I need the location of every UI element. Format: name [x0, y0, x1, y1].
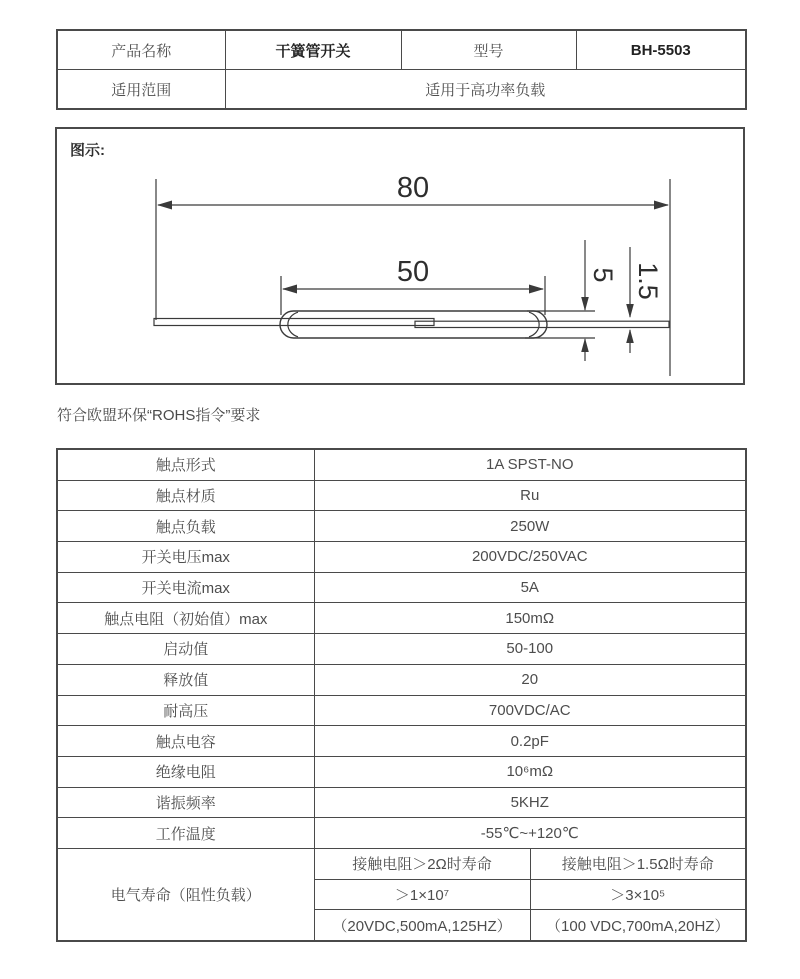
- life-col2-condition: （100 VDC,700mA,20HZ）: [530, 910, 746, 941]
- arrowhead-80-left: [157, 201, 172, 210]
- arrowhead-5-up: [581, 338, 589, 352]
- product-name-label: 产品名称: [57, 30, 225, 70]
- spec-label: 启动值: [57, 634, 314, 665]
- spec-label: 耐高压: [57, 695, 314, 726]
- arrowhead-50-right: [529, 285, 544, 294]
- product-header-table: [56, 29, 747, 110]
- spec-value: 0.2pF: [314, 726, 746, 757]
- spec-value: 50-100: [314, 634, 746, 665]
- life-label: 电气寿命（阻性负载）: [57, 848, 314, 941]
- arrowhead-1p5-up: [626, 329, 634, 343]
- spec-value: 20: [314, 664, 746, 695]
- spec-label: 触点电阻（初始值）max: [57, 603, 314, 634]
- spec-label: 绝缘电阻: [57, 756, 314, 787]
- dim-50-label: 50: [396, 256, 430, 288]
- spec-value: 5A: [314, 572, 746, 603]
- model-value: BH-5503: [576, 30, 746, 70]
- life-col1-value: ＞1×10⁷: [314, 879, 530, 910]
- spec-table: [56, 448, 747, 942]
- life-col2-header: 接触电阻＞1.5Ω时寿命: [530, 848, 746, 879]
- table-row: [57, 787, 746, 818]
- diagram-title: 图示:: [70, 142, 105, 159]
- spec-label: 触点负载: [57, 511, 314, 542]
- spec-value: 10⁶mΩ: [314, 756, 746, 787]
- spec-label: 触点电容: [57, 726, 314, 757]
- reed-switch-drawing: [57, 129, 743, 383]
- spec-label: 开关电压max: [57, 542, 314, 573]
- table-row: [57, 818, 746, 849]
- spec-label: 触点材质: [57, 480, 314, 511]
- product-name-value: 干簧管开关: [225, 30, 401, 70]
- spec-value: 200VDC/250VAC: [314, 542, 746, 573]
- header-row-1: [57, 30, 746, 70]
- table-row: [57, 634, 746, 665]
- spec-value: -55℃~+120℃: [314, 818, 746, 849]
- life-col1-header: 接触电阻＞2Ω时寿命: [314, 848, 530, 879]
- table-row: [57, 848, 746, 879]
- table-row: [57, 480, 746, 511]
- spec-value: 250W: [314, 511, 746, 542]
- arrowhead-1p5-down: [626, 304, 634, 318]
- arrowhead-80-right: [654, 201, 669, 210]
- dim-1p5-label: 1.5: [633, 262, 663, 300]
- spec-label: 工作温度: [57, 818, 314, 849]
- header-row-2: [57, 70, 746, 110]
- table-row: [57, 695, 746, 726]
- table-row: [57, 572, 746, 603]
- dim-80-label: 80: [396, 172, 430, 204]
- table-row: [57, 449, 746, 480]
- rohs-note: 符合欧盟环保“ROHS指令”要求: [57, 407, 261, 424]
- scope-label: 适用范围: [57, 70, 225, 110]
- spec-value: Ru: [314, 480, 746, 511]
- table-row: [57, 603, 746, 634]
- diagram-box: [55, 127, 745, 385]
- table-row: [57, 726, 746, 757]
- table-row: [57, 511, 746, 542]
- glass-capsule: [280, 311, 547, 338]
- arrowhead-5-down: [581, 297, 589, 311]
- scope-value: 适用于高功率负载: [225, 70, 746, 110]
- spec-value: 5KHZ: [314, 787, 746, 818]
- table-row: [57, 756, 746, 787]
- spec-label: 谐振频率: [57, 787, 314, 818]
- spec-label: 开关电流max: [57, 572, 314, 603]
- table-row: [57, 664, 746, 695]
- model-label: 型号: [401, 30, 576, 70]
- spec-value: 1A SPST-NO: [314, 449, 746, 480]
- spec-value: 150mΩ: [314, 603, 746, 634]
- arrowhead-50-left: [282, 285, 297, 294]
- table-row: [57, 542, 746, 573]
- spec-label: 释放值: [57, 664, 314, 695]
- spec-value: 700VDC/AC: [314, 695, 746, 726]
- dim-5-label: 5: [588, 267, 618, 283]
- life-col2-value: ＞3×10⁵: [530, 879, 746, 910]
- spec-label: 触点形式: [57, 449, 314, 480]
- life-col1-condition: （20VDC,500mA,125HZ）: [314, 910, 530, 941]
